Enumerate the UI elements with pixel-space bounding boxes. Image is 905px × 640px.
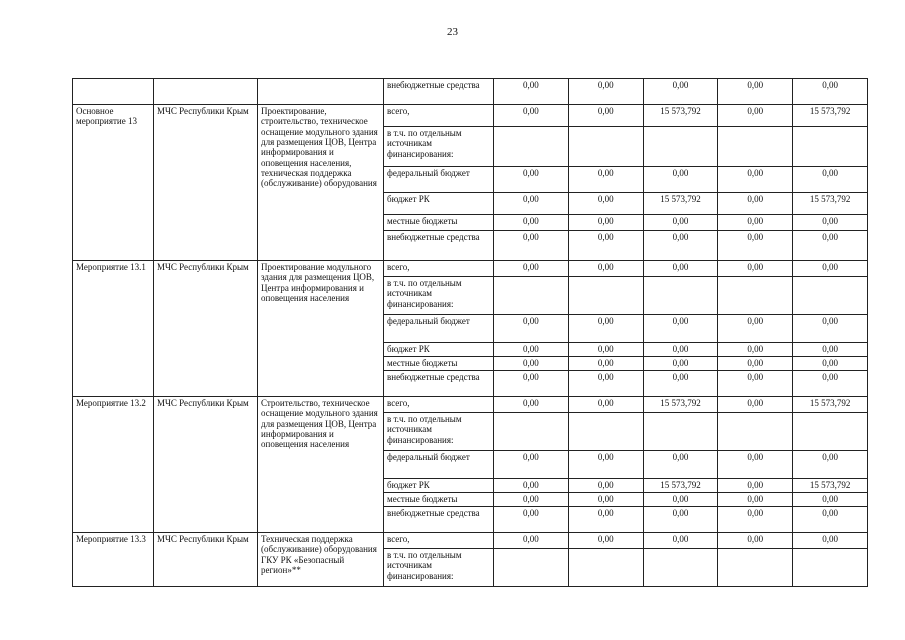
value-cell — [718, 549, 793, 587]
funding-source-cell: внебюджетные средства — [384, 371, 494, 397]
value-cell: 0,00 — [718, 231, 793, 261]
value-cell — [494, 277, 569, 315]
value-cell: 0,00 — [494, 79, 569, 105]
value-cell — [643, 277, 718, 315]
table-row — [73, 79, 868, 105]
value-cell: 0,00 — [643, 357, 718, 371]
measure-name-cell: Мероприятие 13.3 — [73, 533, 154, 587]
value-cell: 0,00 — [568, 231, 643, 261]
value-cell — [718, 413, 793, 451]
value-cell: 0,00 — [718, 79, 793, 105]
funding-source-cell: федеральный бюджет — [384, 451, 494, 479]
value-cell: 0,00 — [643, 215, 718, 231]
value-cell — [643, 549, 718, 587]
value-cell: 15 573,792 — [793, 397, 868, 413]
value-cell: 0,00 — [568, 397, 643, 413]
value-cell: 0,00 — [718, 371, 793, 397]
value-cell: 0,00 — [793, 231, 868, 261]
value-cell: 15 573,792 — [643, 193, 718, 215]
description-cell: Строительство, техническое оснащение модульного здания для размещения ЦОВ, Центра информирования и оповещения населения — [258, 397, 384, 533]
value-cell: 0,00 — [718, 357, 793, 371]
funding-source-cell: бюджет РК — [384, 479, 494, 493]
value-cell — [643, 413, 718, 451]
value-cell: 0,00 — [494, 231, 569, 261]
value-cell: 0,00 — [643, 507, 718, 533]
funding-source-cell: внебюджетные средства — [384, 79, 494, 105]
table-row — [73, 261, 868, 277]
value-cell: 0,00 — [718, 315, 793, 343]
value-cell: 0,00 — [568, 315, 643, 343]
funding-source-cell: бюджет РК — [384, 343, 494, 357]
value-cell: 0,00 — [793, 215, 868, 231]
value-cell: 0,00 — [494, 315, 569, 343]
funding-source-cell: федеральный бюджет — [384, 315, 494, 343]
value-cell: 0,00 — [643, 79, 718, 105]
funding-source-cell: внебюджетные средства — [384, 231, 494, 261]
description-cell — [258, 79, 384, 105]
value-cell: 0,00 — [568, 493, 643, 507]
funding-source-cell: федеральный бюджет — [384, 167, 494, 193]
value-cell: 0,00 — [494, 371, 569, 397]
funding-source-cell: всего, — [384, 397, 494, 413]
executor-cell: МЧС Республики Крым — [154, 261, 258, 397]
funding-source-cell: внебюджетные средства — [384, 507, 494, 533]
value-cell — [568, 413, 643, 451]
funding-source-cell: местные бюджеты — [384, 215, 494, 231]
value-cell: 15 573,792 — [793, 105, 868, 127]
executor-cell: МЧС Республики Крым — [154, 533, 258, 587]
value-cell: 0,00 — [568, 479, 643, 493]
executor-cell: МЧС Республики Крым — [154, 105, 258, 261]
value-cell: 0,00 — [568, 261, 643, 277]
table-row — [73, 533, 868, 549]
value-cell — [793, 277, 868, 315]
value-cell: 0,00 — [568, 167, 643, 193]
value-cell — [568, 549, 643, 587]
value-cell: 0,00 — [718, 507, 793, 533]
value-cell — [494, 413, 569, 451]
executor-cell: МЧС Республики Крым — [154, 397, 258, 533]
value-cell: 0,00 — [793, 261, 868, 277]
value-cell: 0,00 — [643, 231, 718, 261]
measure-name-cell: Мероприятие 13.2 — [73, 397, 154, 533]
value-cell: 0,00 — [643, 343, 718, 357]
value-cell: 0,00 — [568, 451, 643, 479]
value-cell: 0,00 — [568, 105, 643, 127]
value-cell: 0,00 — [643, 493, 718, 507]
value-cell: 0,00 — [718, 397, 793, 413]
value-cell — [793, 413, 868, 451]
value-cell: 0,00 — [494, 479, 569, 493]
description-cell: Проектирование, строительство, техническое оснащение модульного здания для размещения ЦОВ, Центра информирования и оповещения населения, техническая поддержка (обслуживание) оборудования — [258, 105, 384, 261]
budget-table — [72, 78, 868, 587]
funding-source-cell: всего, — [384, 533, 494, 549]
funding-source-cell: местные бюджеты — [384, 493, 494, 507]
funding-source-cell: местные бюджеты — [384, 357, 494, 371]
value-cell — [718, 277, 793, 315]
funding-source-cell: всего, — [384, 105, 494, 127]
value-cell: 0,00 — [494, 357, 569, 371]
value-cell: 0,00 — [793, 493, 868, 507]
value-cell — [494, 549, 569, 587]
value-cell: 0,00 — [718, 193, 793, 215]
executor-cell — [154, 79, 258, 105]
value-cell: 0,00 — [494, 397, 569, 413]
value-cell: 0,00 — [793, 507, 868, 533]
value-cell: 15 573,792 — [793, 193, 868, 215]
value-cell: 0,00 — [793, 451, 868, 479]
value-cell: 0,00 — [568, 215, 643, 231]
funding-source-cell: в т.ч. по отдельным источникам финансирования: — [384, 277, 494, 315]
value-cell: 0,00 — [494, 261, 569, 277]
value-cell: 0,00 — [643, 533, 718, 549]
measure-name-cell — [73, 79, 154, 105]
value-cell: 0,00 — [718, 167, 793, 193]
value-cell: 0,00 — [643, 261, 718, 277]
value-cell: 0,00 — [494, 215, 569, 231]
value-cell: 0,00 — [568, 507, 643, 533]
value-cell: 15 573,792 — [643, 397, 718, 413]
value-cell: 0,00 — [793, 533, 868, 549]
value-cell: 0,00 — [568, 79, 643, 105]
value-cell: 0,00 — [718, 451, 793, 479]
value-cell — [494, 127, 569, 167]
value-cell: 0,00 — [494, 507, 569, 533]
value-cell: 0,00 — [643, 371, 718, 397]
value-cell: 0,00 — [568, 193, 643, 215]
table-row — [73, 397, 868, 413]
value-cell: 0,00 — [718, 261, 793, 277]
value-cell: 0,00 — [718, 493, 793, 507]
value-cell — [793, 127, 868, 167]
value-cell: 0,00 — [643, 315, 718, 343]
page-number: 23 — [447, 26, 458, 38]
value-cell — [568, 277, 643, 315]
value-cell: 0,00 — [718, 479, 793, 493]
table-row — [73, 105, 868, 127]
value-cell: 0,00 — [718, 343, 793, 357]
funding-source-cell: в т.ч. по отдельным источникам финансирования: — [384, 127, 494, 167]
value-cell: 0,00 — [494, 167, 569, 193]
budget-table-body — [73, 79, 868, 587]
value-cell: 0,00 — [568, 343, 643, 357]
measure-name-cell: Мероприятие 13.1 — [73, 261, 154, 397]
funding-source-cell: бюджет РК — [384, 193, 494, 215]
value-cell: 15 573,792 — [793, 479, 868, 493]
value-cell: 0,00 — [793, 357, 868, 371]
value-cell: 0,00 — [718, 215, 793, 231]
description-cell: Техническая поддержка (обслуживание) оборудования ГКУ РК «Безопасный регион»** — [258, 533, 384, 587]
value-cell: 0,00 — [494, 533, 569, 549]
value-cell — [568, 127, 643, 167]
description-cell: Проектирование модульного здания для размещения ЦОВ, Центра информирования и оповещения населения — [258, 261, 384, 397]
value-cell: 0,00 — [793, 167, 868, 193]
value-cell: 0,00 — [494, 105, 569, 127]
value-cell: 0,00 — [793, 79, 868, 105]
funding-source-cell: в т.ч. по отдельным источникам финансирования: — [384, 549, 494, 587]
value-cell: 0,00 — [643, 167, 718, 193]
value-cell — [643, 127, 718, 167]
value-cell: 0,00 — [568, 357, 643, 371]
value-cell: 0,00 — [568, 371, 643, 397]
value-cell: 0,00 — [793, 371, 868, 397]
value-cell: 15 573,792 — [643, 105, 718, 127]
value-cell: 0,00 — [793, 343, 868, 357]
value-cell: 0,00 — [793, 315, 868, 343]
value-cell: 0,00 — [494, 493, 569, 507]
value-cell: 15 573,792 — [643, 479, 718, 493]
value-cell: 0,00 — [643, 451, 718, 479]
value-cell: 0,00 — [718, 533, 793, 549]
value-cell: 0,00 — [494, 193, 569, 215]
value-cell — [718, 127, 793, 167]
funding-source-cell: в т.ч. по отдельным источникам финансирования: — [384, 413, 494, 451]
value-cell: 0,00 — [718, 105, 793, 127]
value-cell: 0,00 — [568, 533, 643, 549]
measure-name-cell: Основное мероприятие 13 — [73, 105, 154, 261]
funding-source-cell: всего, — [384, 261, 494, 277]
value-cell: 0,00 — [494, 343, 569, 357]
value-cell: 0,00 — [494, 451, 569, 479]
value-cell — [793, 549, 868, 587]
